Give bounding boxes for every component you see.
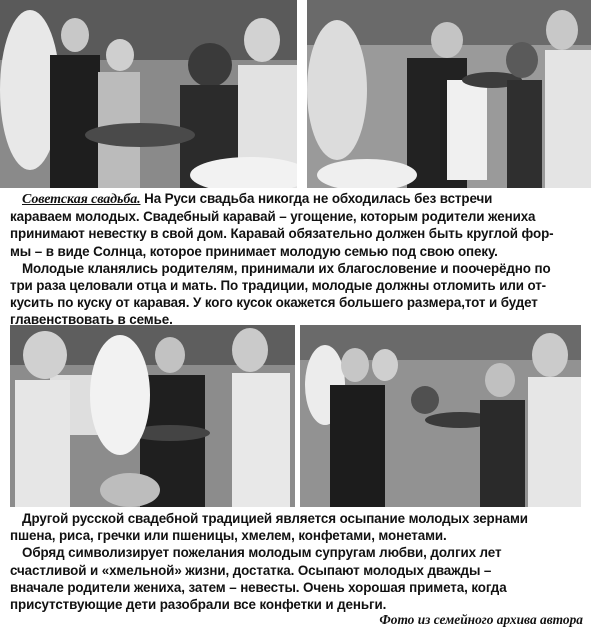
text-line: караваем молодых. Свадебный каравай – угощение, которым родители жениха bbox=[10, 209, 536, 225]
text-line: принимают невестку в свой дом. Каравай обязательно должен быть круглой фор- bbox=[10, 226, 554, 242]
text-line: главенствовать в семье. bbox=[10, 312, 173, 328]
wedding-photo-1 bbox=[0, 0, 297, 188]
text-line: три раза целовали отца и мать. По традиции, молодые должны отломить или от- bbox=[10, 278, 547, 294]
text-line: счастливой и «хмельной» жизни, достатка. Осыпают молодых дважды – bbox=[10, 562, 492, 578]
text-line: вначале родители жениха, затем – невесты. Очень хорошая примета, когда bbox=[10, 579, 507, 595]
text-line: кусить по куску от каравая. У кого кусок окажется большего размера,тот и будет bbox=[10, 295, 538, 311]
text-line: Советская свадьба. На Руси свадьба никогда не обходилась без встречи bbox=[22, 191, 493, 207]
text-line: Обряд символизирует пожелания молодым супругам любви, долгих лет bbox=[22, 545, 502, 561]
wedding-photo-4 bbox=[300, 325, 581, 507]
wedding-photo-3 bbox=[10, 325, 295, 507]
text-line: мы – в виде Солнца, которое принимает молодую семью под свою опеку. bbox=[10, 243, 498, 259]
article-paragraph-2 bbox=[10, 510, 584, 613]
article-paragraph-1 bbox=[10, 190, 584, 329]
text-line: Молодые кланялись родителям, принимали их благословение и поочерёдно по bbox=[22, 260, 551, 276]
text-line: пшена, риса, гречки или пшеницы, хмелем, конфетами, монетами. bbox=[10, 528, 447, 544]
text-line: присутствующие дети разобрали все конфетки и деньги. bbox=[10, 597, 387, 613]
section-heading: Советская свадьба. bbox=[22, 192, 141, 207]
text-line: Другой русской свадебной традицией является осыпание молодых зернами bbox=[22, 511, 528, 526]
wedding-photo-2 bbox=[307, 0, 591, 188]
photo-caption: Фото из семейного архива автора bbox=[379, 612, 583, 627]
